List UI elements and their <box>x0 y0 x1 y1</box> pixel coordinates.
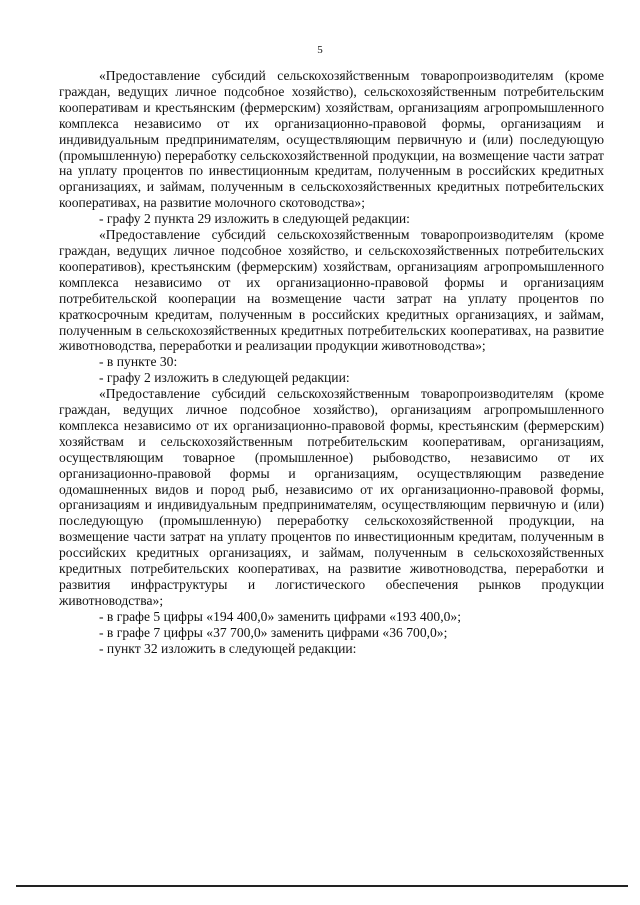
page-number: 5 <box>317 44 323 56</box>
quoted-paragraph-item-29: «Предоставление субсидий сельскохозяйственным товаропроизводителям (кроме граждан, ведущих личное подсобное хозяйство, и сельскохозяйственных потребительских кооперативов), крестьянским (фермерским) хозяйствам, организациям агропромышленного комплекса независимо от их организационно-правовой формы и организациям потребительской кооперации на возмещение части затрат на уплату процентов по краткосрочным кредитам, полученным в российских кредитных организациях, и займам, полученным в сельскохозяйственных кредитных потребительских кооперативах, на развитие животноводства, переработки и реализации продукции животноводства»; <box>59 227 604 354</box>
instruction-column-7: - в графе 7 цифры «37 700,0» заменить цифрами «36 700,0»; <box>99 624 448 640</box>
instruction-item-32: - пункт 32 изложить в следующей редакции: <box>99 640 357 656</box>
quoted-paragraph-item-30: «Предоставление субсидий сельскохозяйственным товаропроизводителям (кроме граждан, ведущих личное подсобное хозяйство), организациям агропромышленного комплекса независимо от их организационно-правовой формы, крестьянским (фермерским) хозяйствам и сельскохозяйственным потребительским кооперативам, организациям, осуществляющим товарное (промышленное) рыбоводство, независимо от их организационно-правовой формы и организациям, осуществляющим разведение одомашненных видов и пород рыб, независимо от их организационно-правовой формы, организациям и индивидуальным предпринимателям, осуществляющим первичную и (или) последующую (промышленную) переработку сельскохозяйственной продукции, на возмещение части затрат на уплату процентов по инвестиционным кредитам, полученным в российских кредитных организациях, и займам, полученным в сельскохозяйственных кредитных потребительских кооперативах, на развитие животноводства, переработки и развития инфраструктуры и логистического обеспечения рынков продукции животноводства»; <box>59 386 604 608</box>
document-body <box>59 68 604 657</box>
bottom-divider <box>16 885 628 887</box>
instruction-item-30: - в пункте 30: <box>99 354 178 370</box>
instruction-column-5: - в графе 5 цифры «194 400,0» заменить цифрами «193 400,0»; <box>99 608 461 624</box>
quoted-paragraph-item-28: «Предоставление субсидий сельскохозяйственным товаропроизводителям (кроме граждан, ведущих личное подсобное хозяйство), сельскохозяйственным потребительским кооперативам и крестьянским (фермерским) хозяйствам, организациям агропромышленного комплекса независимо от их организационно-правовой формы, организациям и индивидуальным предпринимателям, осуществляющим первичную и (или) последующую (промышленную) переработку сельскохозяйственной продукции, на возмещение части затрат на уплату процентов по инвестиционным кредитам, полученным в российских кредитных организациях, и займам, полученным в сельскохозяйственных кредитных потребительских кооперативах, на развитие молочного скотоводства»; <box>59 68 604 211</box>
instruction-item-29: - графу 2 пункта 29 изложить в следующей редакции: <box>99 211 410 227</box>
instruction-column-2: - графу 2 изложить в следующей редакции: <box>99 370 350 386</box>
